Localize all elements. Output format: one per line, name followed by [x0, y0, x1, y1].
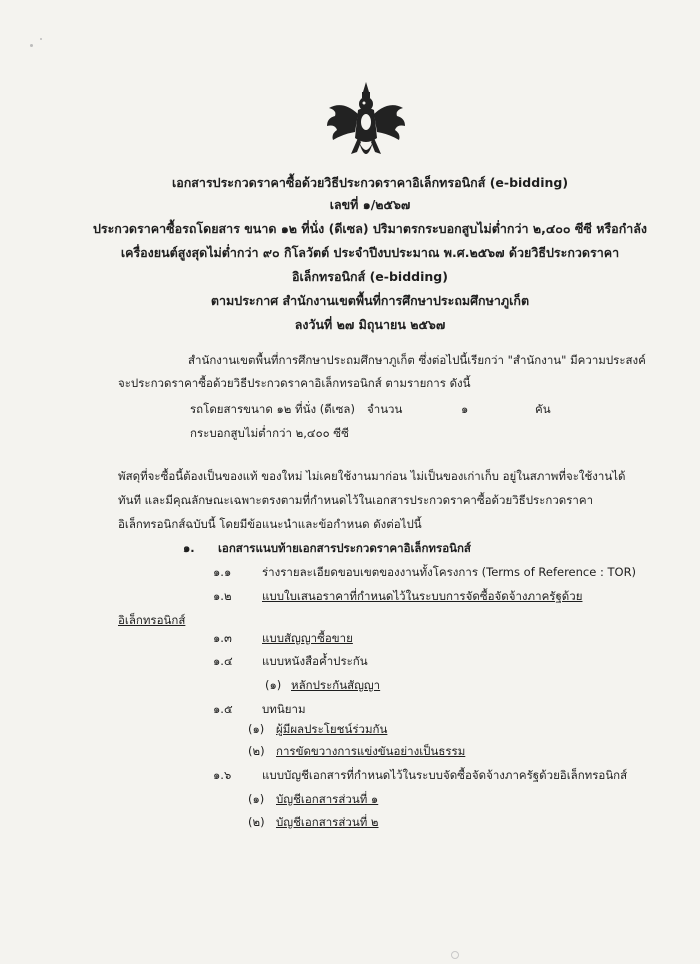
scan-speck	[451, 951, 459, 959]
item-name: รถโดยสารขนาด ๑๒ ที่นั่ง (ดีเซล)	[190, 402, 355, 416]
item-qty-label: จำนวน	[367, 402, 403, 416]
document-title: เอกสารประกวดราคาซื้อด้วยวิธีประกวดราคาอิเล็กทรอนิกส์ (e-bidding)	[171, 175, 569, 190]
subject-line-1: ประกวดราคาซื้อรถโดยสาร ขนาด ๑๒ ที่นั่ง (ดีเซล) ปริมาตรกระบอกสูบไม่ต่ำกว่า ๒,๔๐๐ ซีซี หรือกำลัง	[92, 221, 648, 236]
item-1-4-1-link[interactable]: หลักประกันสัญญา	[291, 678, 381, 692]
para2-line-1: พัสดุที่จะซื้อนี้ต้องเป็นของแท้ ของใหม่ ไม่เคยใช้งานมาก่อน ไม่เป็นของเก่าเก็บ อยู่ในสภาพที่จะใช้งานได้	[118, 469, 626, 483]
item-1-2-link-continued[interactable]: อิเล็กทรอนิกส์	[118, 613, 186, 627]
announcement-line: ตามประกาศ สำนักงานเขตพื้นที่การศึกษาประถมศึกษาภูเก็ต	[210, 293, 530, 308]
scan-speck	[30, 44, 33, 47]
item-1-4-1-number: (๑)	[265, 678, 282, 692]
item-1-6-2-link[interactable]: บัญชีเอกสารส่วนที่ ๒	[276, 815, 379, 829]
announcement-date: ลงวันที่ ๒๗ มิถุนายน ๒๕๖๗	[294, 317, 446, 332]
para2-line-2: ทันที และมีคุณลักษณะเฉพาะตรงตามที่กำหนดไว้ในเอกสารประกวดราคาซื้อด้วยวิธีประกวดราคา	[118, 493, 594, 507]
item-spec: กระบอกสูบไม่ต่ำกว่า ๒,๔๐๐ ซีซี	[190, 426, 349, 440]
item-1-6-number: ๑.๖	[213, 768, 232, 782]
item-1-3-number: ๑.๓	[213, 631, 232, 645]
garuda-emblem-icon	[325, 80, 407, 168]
item-1-5-1-link[interactable]: ผู้มีผลประโยชน์ร่วมกัน	[276, 722, 388, 736]
item-1-5-text: บทนิยาม	[262, 702, 306, 716]
item-1-5-1-number: (๑)	[248, 722, 265, 736]
document-number: เลขที่ ๑/๒๕๖๗	[329, 197, 411, 212]
item-1-3-link[interactable]: แบบสัญญาซื้อขาย	[262, 631, 353, 645]
item-1-1-number: ๑.๑	[213, 565, 232, 579]
item-1-4-text: แบบหนังสือค้ำประกัน	[262, 654, 368, 668]
section1-title: เอกสารแนบท้ายเอกสารประกวดราคาอิเล็กทรอนิกส์	[218, 541, 471, 555]
item-1-5-2-number: (๒)	[248, 744, 265, 758]
item-1-6-text: แบบบัญชีเอกสารที่กำหนดไว้ในระบบจัดซื้อจัดจ้างภาครัฐด้วยอิเล็กทรอนิกส์	[262, 768, 628, 782]
intro-line-2: จะประกวดราคาซื้อด้วยวิธีประกวดราคาอิเล็กทรอนิกส์ ตามรายการ ดังนี้	[118, 376, 471, 390]
item-1-5-2-link[interactable]: การขัดขวางการแข่งขันอย่างเป็นธรรม	[276, 744, 466, 758]
item-1-2-link[interactable]: แบบใบเสนอราคาที่กำหนดไว้ในระบบการจัดซื้อจัดจ้างภาครัฐด้วย	[262, 589, 583, 603]
item-1-5-number: ๑.๕	[213, 702, 233, 716]
subject-line-2: เครื่องยนต์สูงสุดไม่ต่ำกว่า ๙๐ กิโลวัตต์ ประจำปีงบประมาณ พ.ศ.๒๕๖๗ ด้วยวิธีประกวดราคา	[120, 245, 620, 260]
item-1-4-number: ๑.๔	[213, 654, 233, 668]
intro-line-1: สำนักงานเขตพื้นที่การศึกษาประถมศึกษาภูเก็ต ซึ่งต่อไปนี้เรียกว่า "สำนักงาน" มีความประสงค์	[188, 353, 646, 367]
item-1-2-number: ๑.๒	[213, 589, 232, 603]
item-1-1-text: ร่างรายละเอียดขอบเขตของงานทั้งโครงการ (Terms of Reference : TOR)	[262, 565, 637, 579]
para2-line-3: อิเล็กทรอนิกส์ฉบับนี้ โดยมีข้อแนะนำและข้อกำหนด ดังต่อไปนี้	[118, 517, 422, 531]
subject-line-3: อิเล็กทรอนิกส์ (e-bidding)	[292, 269, 448, 284]
item-qty: ๑	[461, 402, 469, 416]
item-1-6-2-number: (๒)	[248, 815, 265, 829]
section1-number: ๑.	[183, 541, 195, 555]
item-1-6-1-link[interactable]: บัญชีเอกสารส่วนที่ ๑	[276, 792, 379, 806]
item-unit: คัน	[535, 402, 551, 416]
item-1-6-1-number: (๑)	[248, 792, 265, 806]
scan-speck	[40, 38, 42, 40]
